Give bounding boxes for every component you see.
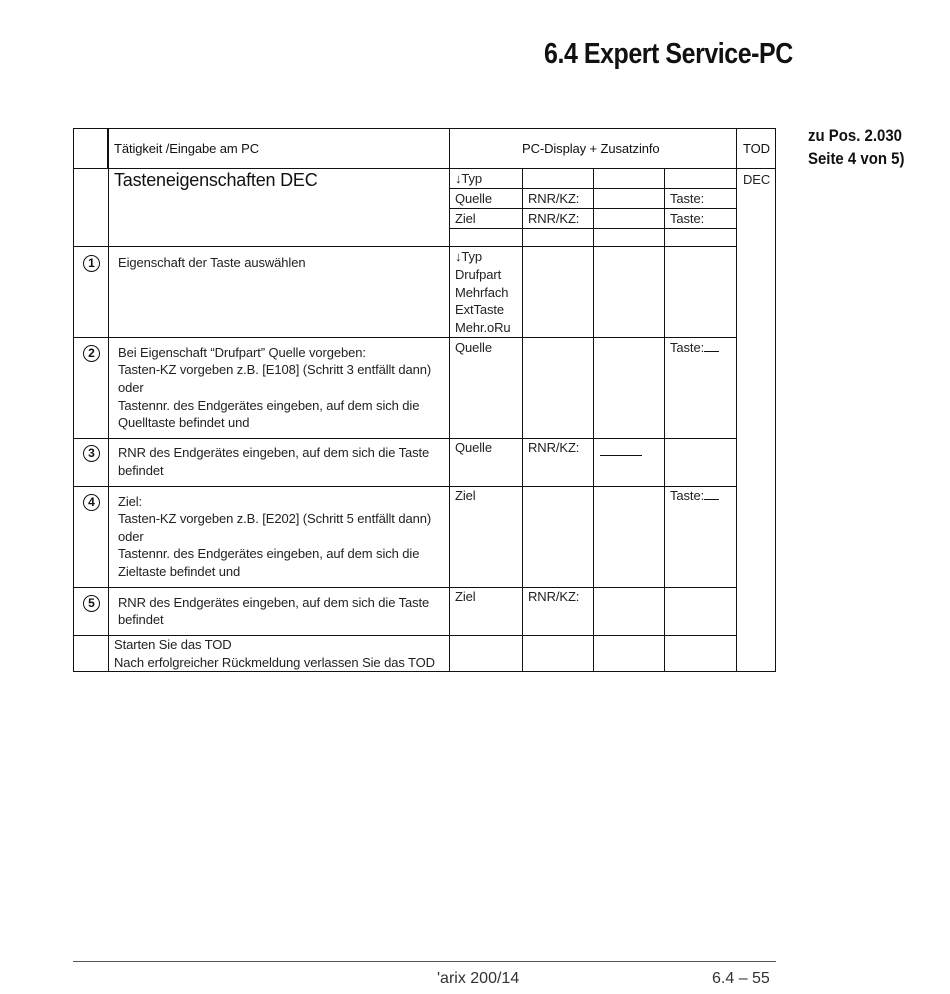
step-text: befindet xyxy=(118,612,164,627)
step-display-cell xyxy=(670,339,719,357)
step-text: oder xyxy=(118,380,144,395)
step-text: RNR des Endgerätes eingeben, auf dem sich die Taste xyxy=(118,595,430,610)
step-display-cell: Quelle xyxy=(455,440,492,455)
row-line xyxy=(73,587,736,588)
header-display: PC-Display + Zusatzinfo xyxy=(522,141,660,156)
step-text: Tasten-KZ vorgeben z.B. [E108] (Schritt 3 entfällt dann) xyxy=(118,362,432,377)
intro-display-cell: RNR/KZ: xyxy=(528,191,580,206)
step-display-cell: Ziel xyxy=(455,488,476,503)
step-number-badge: 1 xyxy=(83,255,100,272)
step-display-cell: Quelle xyxy=(455,340,492,355)
intro-sub-line xyxy=(449,188,736,189)
step-number-badge: 2 xyxy=(83,345,100,362)
side-note xyxy=(808,124,904,170)
col-divider-activity xyxy=(449,128,450,672)
footer-product: 'arix 200/14 xyxy=(437,970,520,987)
intro-title: Tasteneigenschaften DEC xyxy=(114,170,318,190)
step-text: Quelltaste befindet und xyxy=(118,415,250,430)
intro-tod: DEC xyxy=(743,172,771,187)
step-text: Tastennr. des Endgerätes eingeben, auf dem sich die xyxy=(118,398,420,413)
intro-sub-line xyxy=(449,228,736,229)
step-text: Zieltaste befindet und xyxy=(118,564,241,579)
step-text: Bei Eigenschaft “Drufpart” Quelle vorgeben: xyxy=(118,345,366,360)
step-text: RNR des Endgerätes eingeben, auf dem sich die Taste xyxy=(118,445,430,460)
step-display-cell xyxy=(670,487,719,505)
col-divider-display-3 xyxy=(664,169,665,672)
entry-blank xyxy=(600,441,642,456)
step-display-cell: RNR/KZ: xyxy=(528,589,580,604)
col-divider-display-1 xyxy=(522,169,523,672)
step-text: oder xyxy=(118,529,144,544)
row-line xyxy=(73,486,736,487)
intro-display-cell: Ziel xyxy=(455,211,476,226)
side-note-line: Seite 4 von 5) xyxy=(808,149,905,168)
header-activity: Tätigkeit /Eingabe am PC xyxy=(114,141,260,156)
entry-blank xyxy=(704,351,719,352)
step-display-cell: RNR/KZ: xyxy=(528,440,580,455)
step-number-badge: 4 xyxy=(83,494,100,511)
header-tod: TOD xyxy=(743,141,770,156)
intro-display-cell: Taste: xyxy=(670,191,705,206)
row-line xyxy=(73,438,736,439)
step-display-label: Taste: xyxy=(670,340,705,355)
col-divider-display-tod xyxy=(736,128,737,672)
intro-sub-line xyxy=(449,208,736,209)
section-title: 6.4 Expert Service-PC xyxy=(544,38,793,70)
step-display-cell: ↓Typ Drufpart Mehrfach ExtTaste Mehr.oRu xyxy=(455,249,511,336)
col-divider-number xyxy=(108,128,109,672)
step-text: Tasten-KZ vorgeben z.B. [E202] (Schritt 5 entfällt dann) xyxy=(118,511,432,526)
step-text: Eigenschaft der Taste auswählen xyxy=(118,255,306,270)
intro-display-cell: Quelle xyxy=(455,191,492,206)
step-text: befindet xyxy=(118,463,164,478)
col-divider-display-2 xyxy=(593,169,594,672)
step-number-badge: 5 xyxy=(83,595,100,612)
step-display-label: Taste: xyxy=(670,488,705,503)
step-text: Ziel: xyxy=(118,494,143,509)
footer-rule xyxy=(73,961,776,962)
step-display-cell: Ziel xyxy=(455,589,476,604)
footer-page-number: 6.4 – 55 xyxy=(712,970,770,987)
side-note-line: zu Pos. 2.030 xyxy=(808,126,902,145)
intro-display-cell: ↓Typ xyxy=(455,171,483,186)
final-text: Nach erfolgreicher Rückmeldung verlassen Sie das TOD xyxy=(114,655,435,670)
final-text: Starten Sie das TOD xyxy=(114,637,232,652)
step-number-badge: 3 xyxy=(83,445,100,462)
row-line xyxy=(73,246,736,247)
header-bottom-line xyxy=(73,168,776,169)
entry-blank xyxy=(704,499,719,500)
row-line xyxy=(73,337,736,338)
col-divider-header-thick xyxy=(107,128,109,168)
intro-display-cell: Taste: xyxy=(670,211,705,226)
step-text: Tastennr. des Endgerätes eingeben, auf dem sich die xyxy=(118,546,420,561)
intro-display-cell: RNR/KZ: xyxy=(528,211,580,226)
